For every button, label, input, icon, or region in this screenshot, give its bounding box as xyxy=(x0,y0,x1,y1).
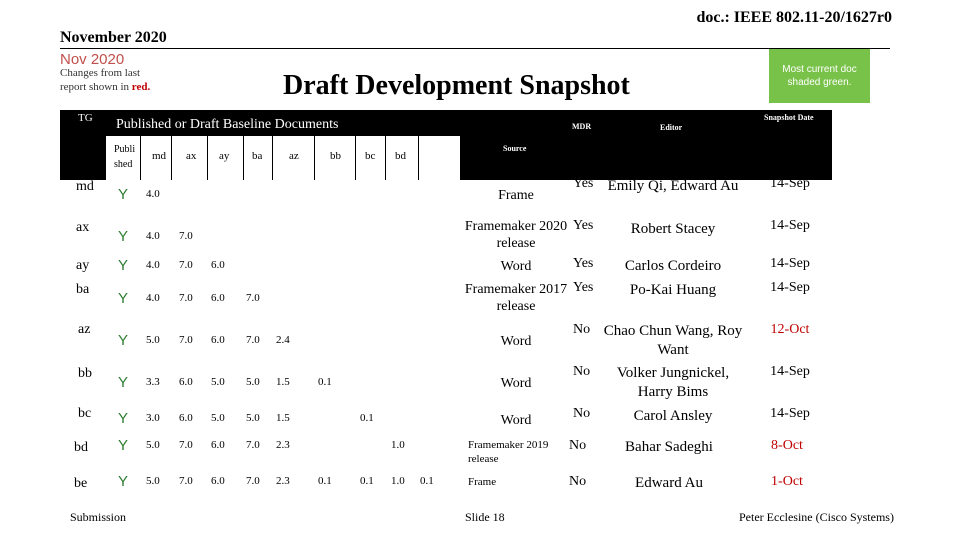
published-docs-header: Published or Draft Baseline Documents xyxy=(116,117,339,132)
col-header-be: be xyxy=(433,150,444,162)
date-be: 1-Oct xyxy=(771,474,803,489)
col-header-bb: bb xyxy=(330,150,341,162)
cell-bb-ax: 6.0 xyxy=(179,376,193,388)
editor-md: Emily Qi, Edward Au xyxy=(607,178,739,194)
cell-az-az: 2.4 xyxy=(276,334,290,346)
date-bb: 14-Sep xyxy=(770,364,810,379)
date-az: 12-Oct xyxy=(770,322,810,337)
published-header-line-1: Publi xyxy=(114,144,136,155)
editor-column-header: Editor xyxy=(660,123,683,132)
cell-bc-ba: 5.0 xyxy=(246,412,260,424)
editor-ax: Robert Stacey xyxy=(630,221,716,237)
col-header-bd: bd xyxy=(395,150,406,162)
cell-bd-md: 5.0 xyxy=(146,439,160,451)
footer-author: Peter Ecclesine (Cisco Systems) xyxy=(739,510,894,524)
cell-be-ax: 7.0 xyxy=(179,475,193,487)
cell-be-ay: 6.0 xyxy=(211,475,225,487)
cell-ba-ax: 7.0 xyxy=(179,292,193,304)
column-divider xyxy=(272,136,273,180)
source-ax: Framemaker 2020 release xyxy=(464,219,568,251)
col-header-ay: ay xyxy=(219,150,230,162)
column-divider xyxy=(140,136,141,180)
mdr-ax: Yes xyxy=(573,218,594,233)
mdr-ay: Yes xyxy=(573,256,594,271)
cell-bc-bc: 0.1 xyxy=(360,412,374,424)
cell-bd-ba: 7.0 xyxy=(246,439,260,451)
changes-line-2 xyxy=(60,80,150,94)
footer-submission: Submission xyxy=(70,510,127,524)
editor-az: Chao Chun Wang, Roy Want xyxy=(603,323,743,358)
changes-line-1: Changes from last xyxy=(60,67,141,79)
mdr-be: No xyxy=(569,474,587,489)
page-title: Draft Development Snapshot xyxy=(283,70,630,101)
cell-bc-md: 3.0 xyxy=(146,412,160,424)
cell-be-az: 2.3 xyxy=(276,475,290,487)
cell-be-md: 5.0 xyxy=(146,475,160,487)
published-flag: Y xyxy=(118,332,129,349)
tg-bb: bb xyxy=(78,366,92,381)
column-divider xyxy=(171,136,172,180)
editor-bd: Bahar Sadeghi xyxy=(625,439,713,455)
col-header-ax: ax xyxy=(186,150,197,162)
tg-column-header: TG xyxy=(78,112,93,124)
tg-bd: bd xyxy=(74,440,88,455)
cell-ba-ba: 7.0 xyxy=(246,292,260,304)
cell-bb-az: 1.5 xyxy=(276,376,290,388)
editor-bb: Volker Jungnickel, Harry Bims xyxy=(616,365,730,400)
mdr-az: No xyxy=(573,322,591,337)
green-legend-text: Most current doc shaded green. xyxy=(782,64,857,88)
tg-ax: ax xyxy=(76,220,90,235)
editor-be: Edward Au xyxy=(635,475,703,491)
column-divider xyxy=(355,136,356,180)
changes-note xyxy=(60,66,150,94)
published-flag: Y xyxy=(118,290,129,307)
date-ba: 14-Sep xyxy=(770,280,810,295)
mdr-bd: No xyxy=(569,438,587,453)
cell-bc-ax: 6.0 xyxy=(179,412,193,424)
cell-bc-az: 1.5 xyxy=(276,412,290,424)
cell-ay-md: 4.0 xyxy=(146,259,160,271)
cell-be-be: 0.1 xyxy=(420,475,434,487)
col-header-bc: bc xyxy=(365,150,376,162)
col-header-az: az xyxy=(289,150,299,162)
changes-line-2-text: report shown in xyxy=(60,81,132,93)
published-header-line-2: shed xyxy=(114,159,133,170)
editor-ba: Po-Kai Huang xyxy=(629,282,717,298)
column-divider xyxy=(314,136,315,180)
date-bd: 8-Oct xyxy=(771,438,803,453)
cell-bd-ax: 7.0 xyxy=(179,439,193,451)
cell-ax-md: 4.0 xyxy=(146,230,160,242)
header-divider xyxy=(60,48,890,49)
cell-be-ba: 7.0 xyxy=(246,475,260,487)
mdr-column-header: MDR xyxy=(572,122,592,131)
col-header-md: md xyxy=(152,150,167,162)
date-bc: 14-Sep xyxy=(770,406,810,421)
source-ba: Framemaker 2017 release xyxy=(464,282,568,314)
cell-bd-bd: 1.0 xyxy=(391,439,405,451)
cell-bb-ay: 5.0 xyxy=(211,376,225,388)
tg-be: be xyxy=(74,476,88,491)
date-md: 14-Sep xyxy=(770,176,810,191)
source-az: Word xyxy=(500,334,532,349)
published-flag: Y xyxy=(118,473,129,490)
column-divider xyxy=(418,136,419,180)
cell-md-md: 4.0 xyxy=(146,188,160,200)
cell-bb-md: 3.3 xyxy=(146,376,160,388)
cell-be-bb: 0.1 xyxy=(318,475,332,487)
published-flag: Y xyxy=(118,437,129,454)
cell-bb-ba: 5.0 xyxy=(246,376,260,388)
header-date: November 2020 xyxy=(60,29,167,46)
mdr-bc: No xyxy=(573,406,591,421)
column-divider xyxy=(207,136,208,180)
col-header-ba: ba xyxy=(252,150,263,162)
tg-ba: ba xyxy=(76,282,90,297)
date-ay: 14-Sep xyxy=(770,256,810,271)
editor-ay: Carlos Cordeiro xyxy=(624,258,722,274)
published-column-header xyxy=(114,142,135,172)
mdr-md: Yes xyxy=(573,176,594,191)
published-flag: Y xyxy=(118,228,129,245)
source-bd: Framemaker 2019 release xyxy=(468,439,549,465)
cell-bb-bb: 0.1 xyxy=(318,376,332,388)
cell-ay-ay: 6.0 xyxy=(211,259,225,271)
tg-az: az xyxy=(78,322,91,337)
footer-slide-number: Slide 18 xyxy=(465,510,505,524)
cell-bc-ay: 5.0 xyxy=(211,412,225,424)
source-be: Frame xyxy=(468,476,497,488)
source-bc: Word xyxy=(500,413,532,428)
tg-md: md xyxy=(76,179,94,194)
document-id: doc.: IEEE 802.11-20/1627r0 xyxy=(696,9,892,26)
tg-ay: ay xyxy=(76,258,90,273)
published-flag: Y xyxy=(118,257,129,274)
cell-bd-az: 2.3 xyxy=(276,439,290,451)
cell-az-ax: 7.0 xyxy=(179,334,193,346)
changes-red-word: red. xyxy=(131,81,151,93)
cell-ba-md: 4.0 xyxy=(146,292,160,304)
published-flag: Y xyxy=(118,374,129,391)
cell-az-md: 5.0 xyxy=(146,334,160,346)
cell-ax-ax: 7.0 xyxy=(179,230,193,242)
cell-ba-ay: 6.0 xyxy=(211,292,225,304)
cell-be-bd: 1.0 xyxy=(391,475,405,487)
column-divider xyxy=(243,136,244,180)
snapshot-date-column-header: Snapshot Date xyxy=(764,113,814,122)
source-bb: Word xyxy=(500,376,532,391)
date-ax: 14-Sep xyxy=(770,218,810,233)
green-legend-box xyxy=(769,49,870,103)
source-column-header: Source xyxy=(503,144,527,153)
month-label: Nov 2020 xyxy=(60,51,125,68)
cell-be-bc: 0.1 xyxy=(360,475,374,487)
published-flag: Y xyxy=(118,186,129,203)
mdr-bb: No xyxy=(573,364,591,379)
cell-bd-ay: 6.0 xyxy=(211,439,225,451)
source-ay: Word xyxy=(500,259,532,274)
source-md: Frame xyxy=(498,188,534,203)
published-flag: Y xyxy=(118,410,129,427)
tg-bc: bc xyxy=(78,406,92,421)
editor-bc: Carol Ansley xyxy=(633,408,713,424)
cell-az-ba: 7.0 xyxy=(246,334,260,346)
column-divider xyxy=(385,136,386,180)
mdr-ba: Yes xyxy=(573,280,594,295)
cell-ay-ax: 7.0 xyxy=(179,259,193,271)
cell-az-ay: 6.0 xyxy=(211,334,225,346)
